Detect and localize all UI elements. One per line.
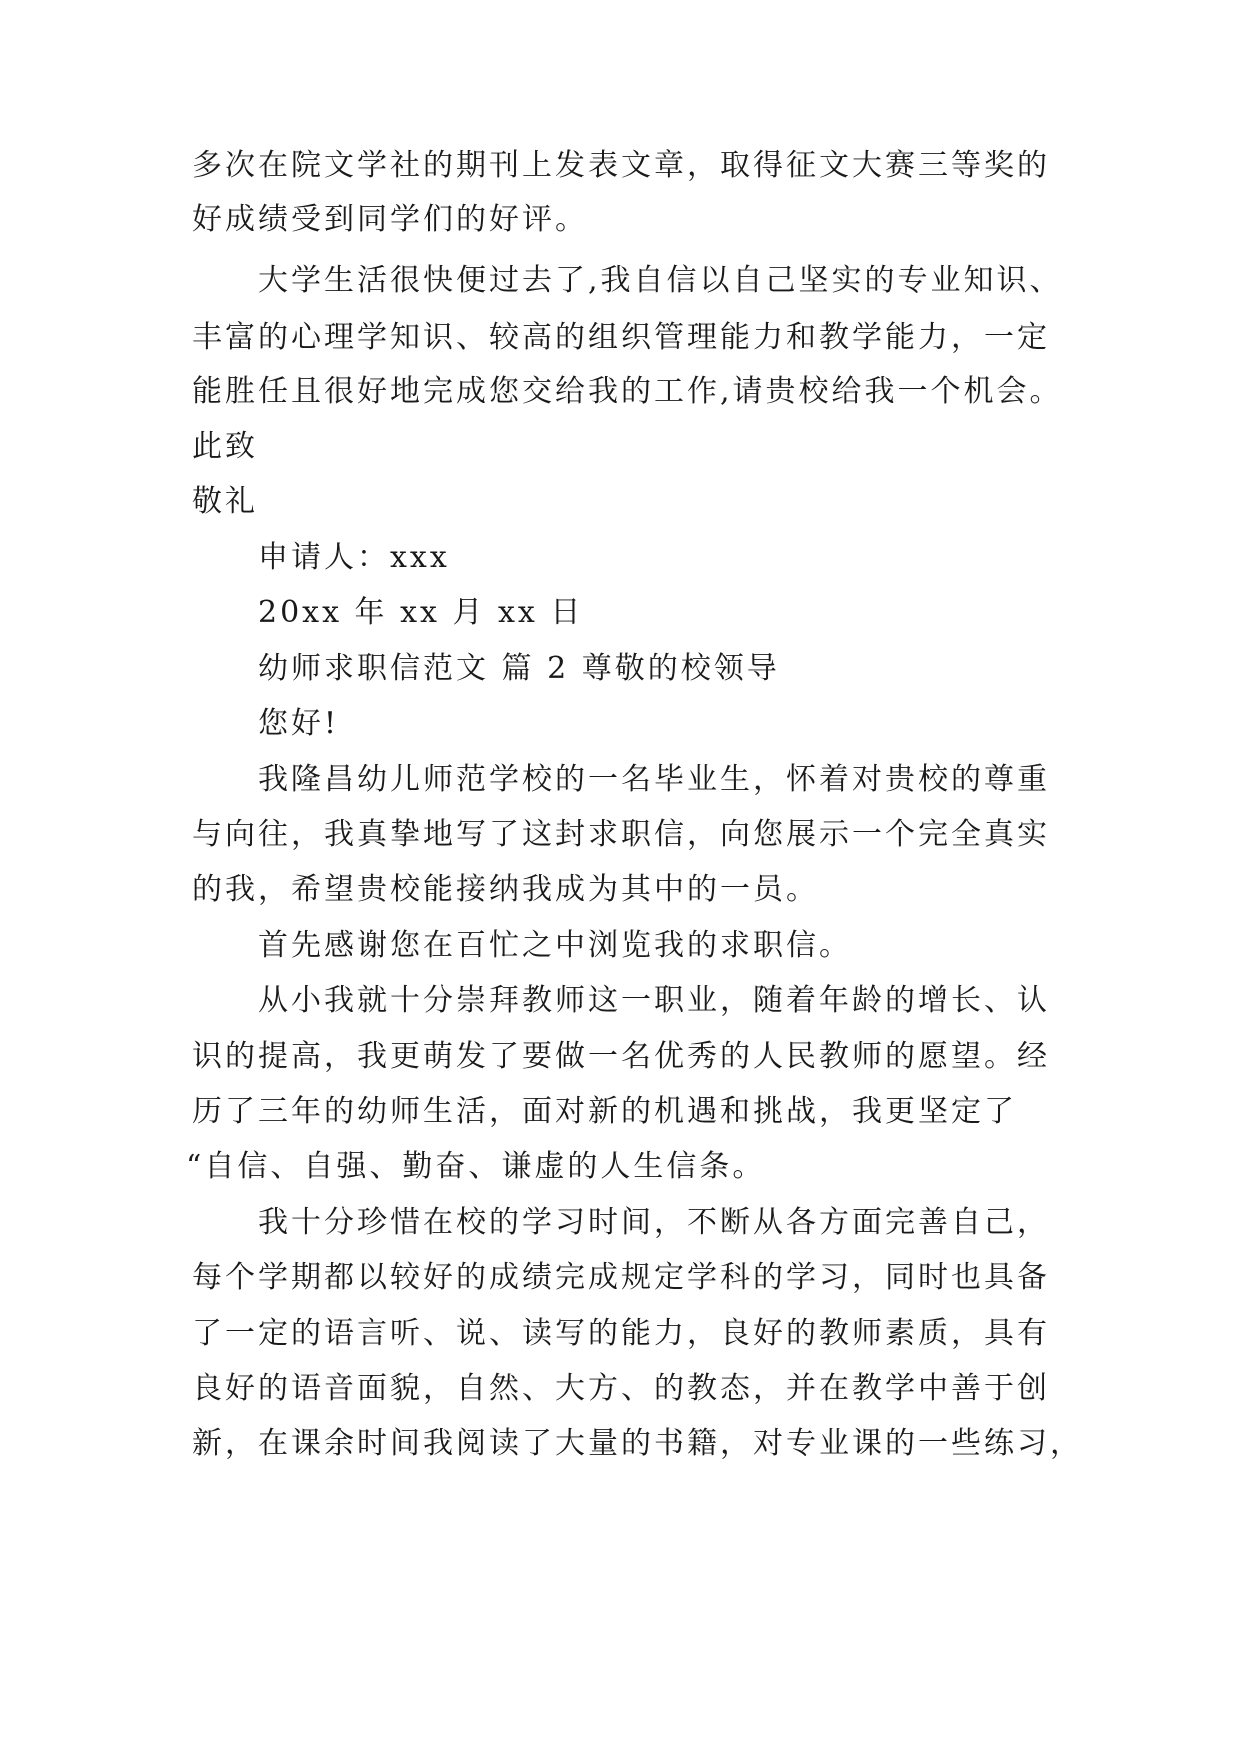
paragraph-line: 从小我就十分崇拜教师这一职业，随着年龄的增长、认 (258, 983, 1050, 1018)
text-line: 多次在院文学社的期刊上发表文章，取得征文大赛三等奖的 (192, 148, 1050, 183)
greeting: 您好! (258, 706, 340, 741)
closing-salutation: 此致 (192, 429, 258, 464)
paragraph-line: 大学生活很快便过去了,我自信以自己坚实的专业知识、 (258, 263, 1063, 298)
closing-regards: 敬礼 (192, 484, 258, 519)
paragraph-line: 首先感谢您在百忙之中浏览我的求职信。 (258, 928, 852, 963)
text-line: 历了三年的幼师生活，面对新的机遇和挑战，我更坚定了 (192, 1094, 1017, 1129)
letter-date: 20xx 年 xx 月 xx 日 (258, 595, 584, 630)
text-line: 丰富的心理学知识、较高的组织管理能力和教学能力，一定 (192, 320, 1050, 355)
applicant-signature: 申请人：xxx (258, 540, 450, 575)
text-line: 好成绩受到同学们的好评。 (192, 202, 588, 237)
text-line: 良好的语音面貌，自然、大方、的教态，并在教学中善于创 (192, 1371, 1050, 1406)
paragraph-line: 我十分珍惜在校的学习时间，不断从各方面完善自己， (258, 1205, 1050, 1240)
text-line: 与向往，我真挚地写了这封求职信，向您展示一个完全真实 (192, 817, 1050, 852)
text-line: 每个学期都以较好的成绩完成规定学科的学习，同时也具备 (192, 1260, 1050, 1295)
text-line: 了一定的语言听、说、读写的能力，良好的教师素质，具有 (192, 1316, 1050, 1351)
section-heading: 幼师求职信范文 篇 2 尊敬的校领导 (258, 651, 780, 686)
paragraph-line: 我隆昌幼儿师范学校的一名毕业生，怀着对贵校的尊重 (258, 762, 1050, 797)
text-line: 识的提高，我更萌发了要做一名优秀的人民教师的愿望。经 (192, 1039, 1050, 1074)
text-line: “自信、自强、勤奋、谦虚的人生信条。 (186, 1149, 766, 1184)
text-line: 能胜任且很好地完成您交给我的工作,请贵校给我一个机会。 (192, 374, 1063, 409)
text-line: 的我，希望贵校能接纳我成为其中的一员。 (192, 872, 819, 907)
text-line: 新，在课余时间我阅读了大量的书籍，对专业课的一些练习， (192, 1426, 1083, 1461)
